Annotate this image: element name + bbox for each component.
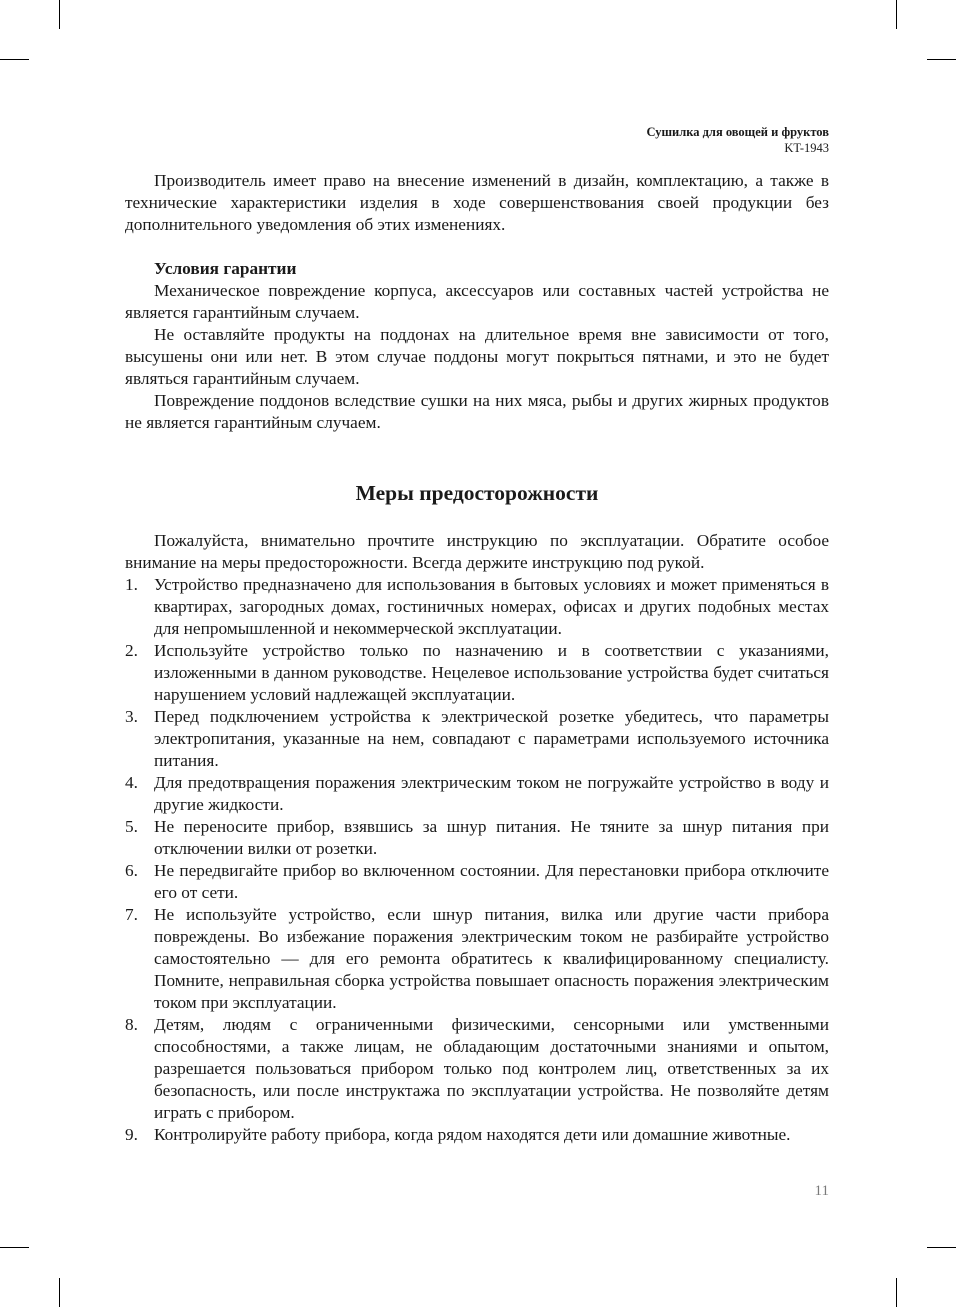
list-item-number: 4.	[125, 773, 138, 792]
list-item-number: 7.	[125, 905, 138, 924]
product-title: Сушилка для овощей и фруктов	[646, 125, 829, 139]
list-item	[125, 706, 829, 772]
list-item-number: 2.	[125, 641, 138, 660]
list-item	[125, 1124, 829, 1146]
list-item-text: Не переносите прибор, взявшись за шнур питания. Не тяните за шнур питания при отключении вилки от розетки.	[154, 817, 829, 858]
page-content	[125, 170, 829, 1146]
list-item	[125, 860, 829, 904]
page-number: 11	[814, 1183, 829, 1199]
list-item	[125, 574, 829, 640]
list-item-number: 8.	[125, 1015, 138, 1034]
list-item-text: Перед подключением устройства к электрической розетке убедитесь, что параметры электропитания, указанные на нем, совпадают с параметрами используемого источника питания.	[154, 707, 829, 770]
warranty-heading: Условия гарантии	[154, 259, 297, 278]
crop-mark-top-right-h	[927, 59, 956, 60]
list-item-text: Контролируйте работу прибора, когда рядом находятся дети или домашние животные.	[154, 1125, 791, 1144]
list-item-text: Не передвигайте прибор во включенном состоянии. Для перестановки прибора отключите его от сети.	[154, 861, 829, 902]
precautions-list	[125, 574, 829, 1146]
crop-mark-top-right	[896, 0, 897, 29]
list-item-text: Не используйте устройство, если шнур питания, вилка или другие части прибора повреждены. Во избежание поражения электрическим током не разбирайте устройство самостоятельно — для его ремонта обратитесь к квалифицированному специалисту. Помните, неправильная сборка устройства повышает опасность поражения электрическим током при эксплуатации.	[154, 905, 829, 1012]
list-item	[125, 640, 829, 706]
crop-mark-bottom-left-h	[0, 1247, 29, 1248]
list-item	[125, 816, 829, 860]
precautions-heading: Меры предосторожности	[355, 481, 599, 505]
precautions-intro: Пожалуйста, внимательно прочтите инструкцию по эксплуатации. Обратите особое внимание на меры предосторожности. Всегда держите инструкцию под рукой.	[125, 531, 829, 572]
warranty-paragraph: Не оставляйте продукты на поддонах на длительное время вне зависимости от того, высушены они или нет. В этом случае поддоны могут покрыться пятнами, и это не будет являться гарантийным случаем.	[125, 325, 829, 388]
crop-mark-bottom-right	[896, 1278, 897, 1307]
list-item-number: 1.	[125, 575, 138, 594]
list-item-text: Устройство предназначено для использования в бытовых условиях и может применяться в квартирах, загородных домах, гостиничных номерах, офисах и других подобных местах для непромышленной и некоммерческой эксплуатации.	[154, 575, 829, 638]
product-model: KT-1943	[784, 141, 829, 155]
running-header	[646, 124, 829, 156]
list-item-text: Для предотвращения поражения электрическим током не погружайте устройство в воду и другие жидкости.	[154, 773, 829, 814]
warranty-paragraph: Механическое повреждение корпуса, аксессуаров или составных частей устройства не является гарантийным случаем.	[125, 281, 829, 322]
intro-paragraph: Производитель имеет право на внесение изменений в дизайн, комплектацию, а также в технические характеристики изделия в ходе совершенствования своей продукции без дополнительного уведомления об этих изменениях.	[125, 171, 829, 234]
crop-mark-top-left-h	[0, 59, 29, 60]
crop-mark-bottom-right-h	[927, 1247, 956, 1248]
list-item-number: 5.	[125, 817, 138, 836]
list-item-text: Используйте устройство только по назначению и в соответствии с указаниями, изложенными в данном руководстве. Нецелевое использование устройства будет считаться нарушением условий надлежащей эксплуатации.	[154, 641, 829, 704]
list-item	[125, 1014, 829, 1124]
list-item	[125, 772, 829, 816]
crop-mark-bottom-left	[59, 1278, 60, 1307]
list-item	[125, 904, 829, 1014]
crop-mark-top-left	[59, 0, 60, 29]
warranty-paragraph: Повреждение поддонов вследствие сушки на них мяса, рыбы и других жирных продуктов не является гарантийным случаем.	[125, 391, 829, 432]
list-item-number: 6.	[125, 861, 138, 880]
list-item-number: 3.	[125, 707, 138, 726]
list-item-number: 9.	[125, 1125, 138, 1144]
list-item-text: Детям, людям с ограниченными физическими, сенсорными или умственными способностями, а также лицам, не обладающим достаточными знаниями и опытом, разрешается пользоваться прибором только под контролем лиц, ответственных за их безопасность, или после инструктажа по эксплуатации устройства. Не позволяйте детям играть с прибором.	[154, 1015, 829, 1122]
